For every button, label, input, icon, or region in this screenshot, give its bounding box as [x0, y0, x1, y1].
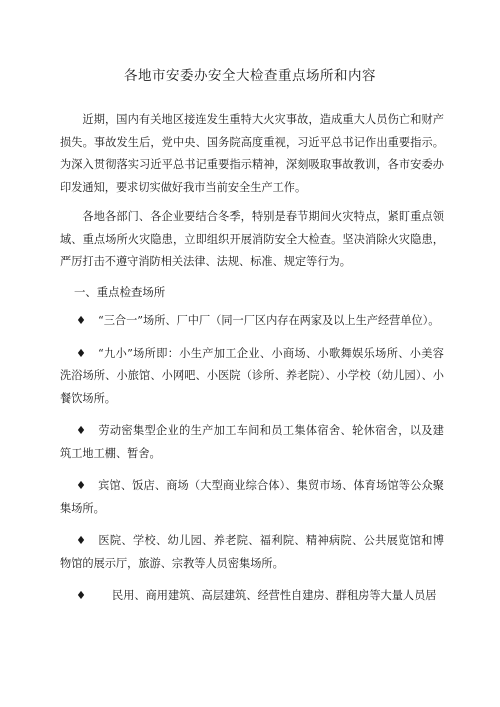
- list-item: [60, 310, 444, 333]
- section-heading: 一、重点检查场所: [74, 284, 166, 299]
- document-body: [60, 109, 444, 618]
- diamond-bullet-icon: ♦: [76, 314, 87, 327]
- list-item: [60, 420, 444, 465]
- list-item-text: 医院、学校、幼儿园、养老院、福利院、精神病院、公共展览馆和博物馆的展示厅，旅游、宗教等人员密集场所。: [60, 534, 444, 570]
- list-item: [60, 343, 444, 411]
- diamond-bullet-icon: ♦: [76, 346, 87, 360]
- list-item-text: “九小”场所即：小生产加工企业、小商场、小歌舞娱乐场所、小美容洗浴场所、小旅馆、小网吧、小医院（诊所、养老院）、小学校（幼儿园）、小餐饮场所。: [60, 346, 444, 405]
- list-item-text: 宾馆、饭店、商场（大型商业综合体）、集贸市场、体育场馆等公众聚集场所。: [60, 479, 444, 515]
- list-item: [60, 530, 444, 575]
- diamond-bullet-icon: ♦: [76, 534, 87, 547]
- document-title: 各地市安委办安全大检查重点场所和内容: [124, 68, 376, 84]
- diamond-bullet-icon: ♦: [76, 589, 87, 602]
- diamond-bullet-icon: ♦: [76, 479, 87, 492]
- list-item: [60, 585, 444, 608]
- diamond-bullet-icon: ♦: [76, 424, 87, 437]
- paragraph-requirements: 各地各部门、各企业要结合冬季，特别是春节期间火灾特点，紧盯重点领域、重点场所火灾隐患，立即组织开展消防安全大检查。坚决消除火灾隐患，严厉打击不遵守消防相关法律、法规、标准、规定等行为。: [60, 210, 444, 268]
- list-item: [60, 475, 444, 520]
- paragraph-intro: 近期，国内有关地区接连发生重特大火灾事故，造成重大人员伤亡和财产损失。事故发生后，党中央、国务院高度重视，习近平总书记作出重要指示。为深入贯彻落实习近平总书记重要指示精神，深刻吸取事故教训，各市安委办印发通知，要求切实做好我市当前安全生产工作。: [60, 113, 444, 194]
- list-item-text: 民用、商用建筑、高层建筑、经营性自建房、群租房等大量人员居: [112, 589, 437, 602]
- list-item-text: “三合一”场所、厂中厂（同一厂区内存在两家及以上生产经营单位）。: [98, 314, 440, 327]
- list-item-text: 劳动密集型企业的生产加工车间和员工集体宿舍、轮休宿舍，以及建筑工地工棚、暂舍。: [60, 424, 444, 460]
